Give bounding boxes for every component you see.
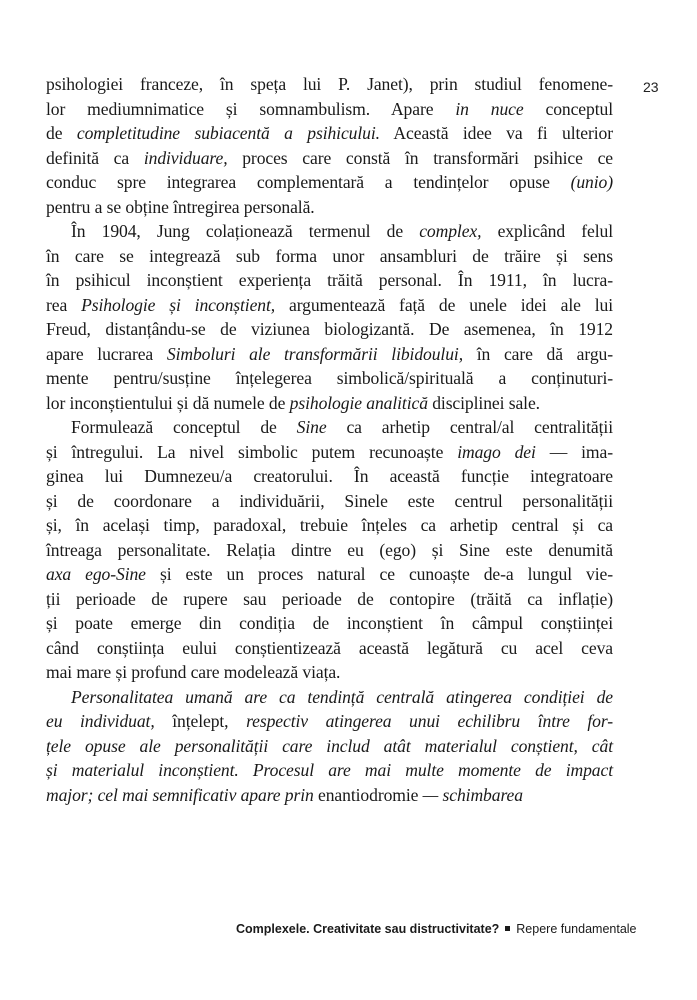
italic-text: psihologie analitică (289, 392, 428, 413)
text-line (46, 489, 613, 514)
italic-text: imago dei (457, 441, 536, 462)
text-run: mente pentru/susține înțelegerea simbolică/spirituală a conținuturi- (46, 368, 613, 388)
italic-text: — schimbarea (418, 784, 523, 805)
text-run: explicând felul (481, 221, 613, 241)
text-line (46, 587, 613, 612)
text-run: conceptul (523, 98, 613, 119)
italic-text: și materialul inconștient. Procesul are mai multe momente de impact (46, 760, 613, 780)
text-line (46, 391, 613, 416)
page-number: 23 (643, 79, 659, 95)
text-line (46, 562, 613, 587)
text-run: Freud, distanțându-se de viziunea biologizantă. De asemenea, în 1912 (46, 319, 613, 339)
text-line (46, 293, 613, 318)
italic-text: (unio) (570, 172, 613, 192)
text-run: pentru a se obține întregirea personală. (46, 196, 315, 217)
text-run: întreaga personalitate. Relația dintre eu (ego) și Sine este denumită (46, 539, 613, 560)
text-run: și poate emerge din condiția de inconștient în câmpul conștiinței (46, 613, 613, 633)
text-run: proces care constă în transformări psihice ce (227, 147, 613, 168)
text-run: lor inconștientului și dă numele de (46, 392, 290, 413)
italic-text: Simboluri ale transformării libidoului, (166, 343, 464, 364)
text-line (46, 244, 613, 269)
text-run: înțelept, (172, 711, 229, 731)
text-line (46, 660, 613, 685)
text-run: enantiodromie (318, 784, 419, 805)
text-run: de (46, 123, 77, 143)
text-run: în care se integrează sub forma unor ansambluri de trăire și sens (46, 245, 613, 266)
italic-text: in nuce (455, 98, 524, 119)
italic-text: axa ego-Sine (46, 564, 146, 584)
text-line (46, 317, 613, 342)
text-run: Formulează conceptul de (71, 417, 297, 437)
text-line (46, 342, 613, 367)
text-run: și de coordonare a individuării, Sinele este centrul personalității (46, 490, 613, 511)
text-line (46, 709, 613, 734)
text-run: Această idee va fi ulterior (379, 123, 613, 143)
text-line (46, 464, 613, 489)
text-run: când conștiința eului conștientizează această legătură cu acel ceva (46, 637, 613, 658)
text-run: și este un proces natural ce cunoaște de-a lungul vie- (145, 564, 613, 584)
text-line (46, 440, 613, 465)
text-run: rea (46, 294, 82, 315)
text-line (46, 758, 613, 783)
italic-text: completitudine subiacentă a psihicului. (76, 123, 380, 143)
text-line (46, 538, 613, 563)
text-run: conduc spre integrarea complementară a tendințelor opuse (46, 172, 571, 192)
text-run: și întregului. La nivel simbolic putem recunoaște (46, 441, 458, 462)
text-run: și, în același timp, paradoxal, trebuie înțeles ca arhetip central și ca (46, 515, 613, 535)
text-run: În 1904, Jung colaționează termenul de (71, 221, 420, 241)
text-line (46, 121, 613, 146)
text-line (46, 783, 613, 808)
text-line (46, 72, 613, 97)
text-line (46, 146, 613, 171)
text-run: definită ca (46, 147, 144, 168)
italic-text: major; cel mai semnificativ apare prin (46, 784, 319, 805)
text-run: mai mare și profund care modelează viața. (46, 662, 341, 682)
text-line (46, 219, 613, 244)
running-footer (236, 922, 637, 936)
body-text (46, 72, 613, 807)
text-line (46, 513, 613, 538)
italic-text: eu individuat, (46, 711, 173, 731)
italic-text: țele opuse ale personalității care includ atât materialul conștient, cât (46, 735, 613, 756)
italic-text: individuare, (143, 147, 228, 168)
text-run: ca arhetip central/al centralității (326, 417, 613, 437)
text-run: argumentează față de unele idei ale lui (275, 294, 613, 315)
text-run: ginea lui Dumnezeu/a creatorului. În această funcție integratoare (46, 466, 613, 486)
text-line (46, 734, 613, 759)
text-run: psihologiei franceze, în speța lui P. Janet), prin studiul fenomene- (46, 74, 613, 94)
text-line (46, 685, 613, 710)
bullet-icon (505, 926, 510, 931)
text-line (46, 195, 613, 220)
italic-text: Sine (296, 417, 327, 437)
text-line (46, 268, 613, 293)
italic-text: complex, (419, 221, 482, 241)
text-run: ții perioade de rupere sau perioade de contopire (trăită ca inflație) (46, 588, 613, 609)
text-line (46, 97, 613, 122)
text-line (46, 611, 613, 636)
text-line (46, 415, 613, 440)
footer-title: Complexele. Creativitate sau distructivitate? (236, 922, 500, 936)
text-run: în psihicul inconștient experiența trăită personal. În 1911, în lucra- (46, 270, 613, 290)
text-line (46, 170, 613, 195)
italic-text: Personalitatea umană are ca tendință centrală atingerea condiției de (71, 686, 613, 707)
text-run: apare lucrarea (46, 343, 167, 364)
text-run: în care dă argu- (463, 343, 613, 364)
text-line (46, 366, 613, 391)
footer-subtitle: Repere fundamentale (516, 922, 637, 936)
text-run: lor mediumnimatice și somnambulism. Apare (46, 98, 456, 119)
italic-text: respectiv atingerea unui echilibru între for- (228, 711, 613, 731)
text-run: — ima- (535, 441, 613, 462)
italic-text: Psihologie și inconștient, (81, 294, 276, 315)
text-run: disciplinei sale. (427, 392, 540, 413)
text-line (46, 636, 613, 661)
